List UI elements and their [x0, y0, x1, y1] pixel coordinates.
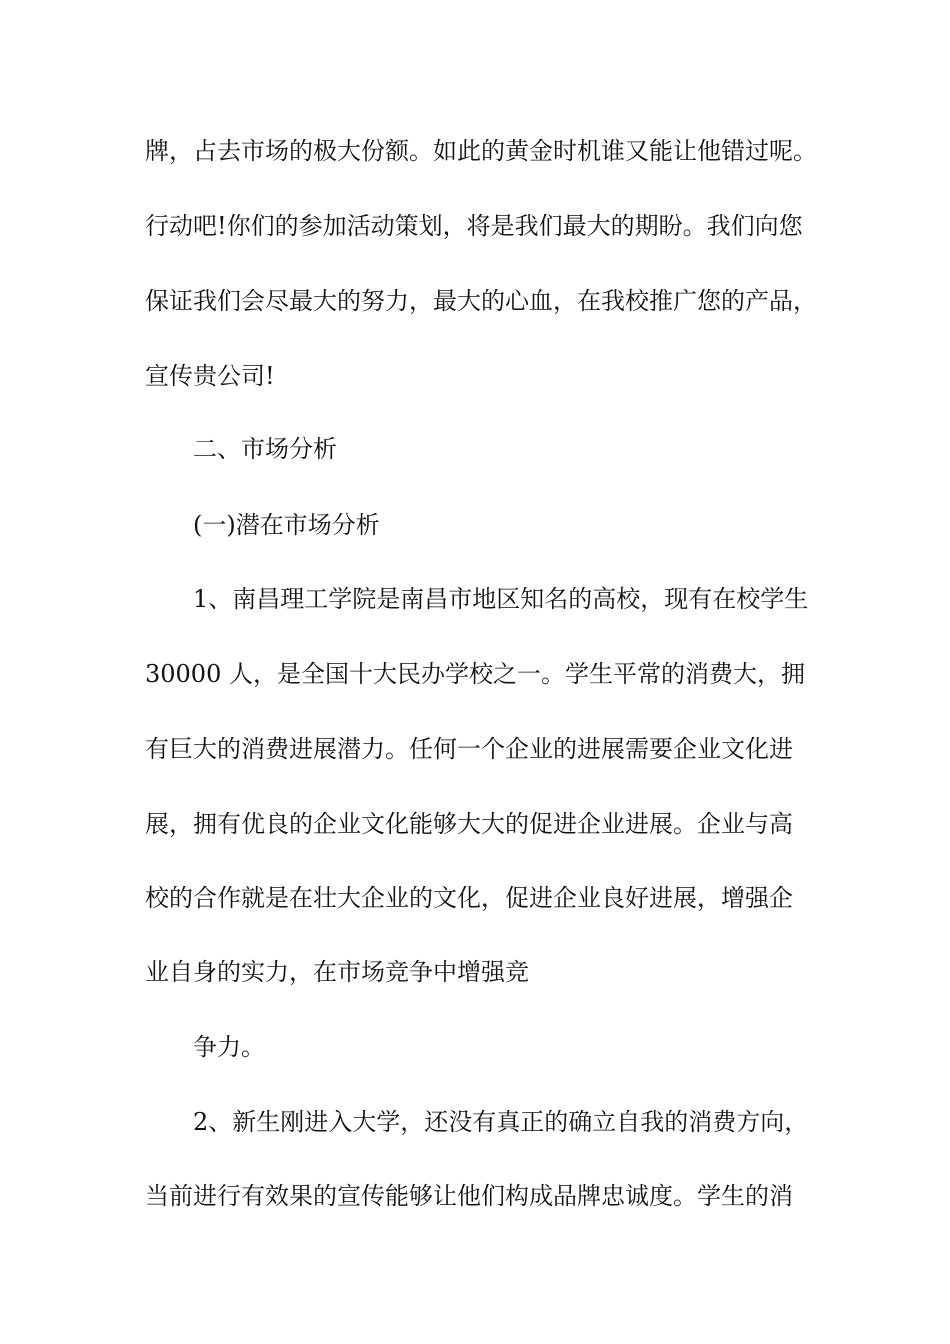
text-line: 行动吧!你们的参加活动策划，将是我们最大的期盼。我们向您 — [145, 212, 803, 240]
text-line: 展，拥有优良的企业文化能够大大的促进企业进展。企业与高 — [145, 810, 793, 838]
text-line: 保证我们会尽最大的努力，最大的心血，在我校推广您的产品， — [145, 287, 817, 315]
text-line: 争力。 — [193, 1033, 265, 1061]
text-line: 2、新生刚进入大学，还没有真正的确立自我的消费方向， — [193, 1108, 809, 1136]
text-line: 校的合作就是在壮大企业的文化，促进企业良好进展，增强企 — [145, 884, 793, 912]
subsection-heading: (一)潜在市场分析 — [193, 511, 380, 539]
text-line: 宣传贵公司! — [145, 362, 275, 390]
text-line: 业自身的实力，在市场竞争中增强竞 — [145, 958, 529, 986]
text-line: 当前进行有效果的宣传能够让他们构成品牌忠诚度。学生的消 — [145, 1182, 793, 1210]
section-heading: 二、市场分析 — [193, 435, 337, 463]
text-line: 牌，占去市场的极大份额。如此的黄金时机谁又能让他错过呢。 — [145, 137, 817, 165]
text-line: 1、南昌理工学院是南昌市地区知名的高校，现有在校学生 — [193, 585, 809, 613]
text-line: 30000 人，是全国十大民办学校之一。学生平常的消费大，拥 — [145, 660, 805, 688]
text-line: 有巨大的消费进展潜力。任何一个企业的进展需要企业文化进 — [145, 735, 793, 763]
